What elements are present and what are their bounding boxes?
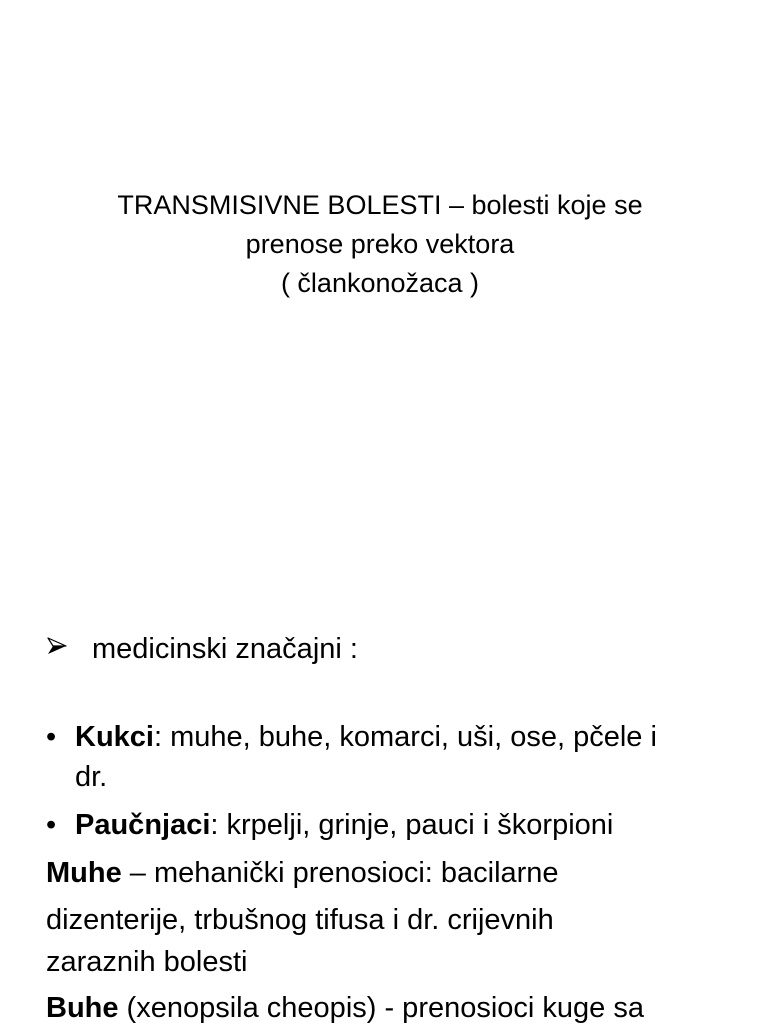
paragraph-term: Buhe (46, 992, 119, 1024)
bullet-line-continued: dr. (75, 761, 108, 793)
arrow-bullet-icon (46, 635, 68, 657)
paragraph-text: (xenopsila cheopis) - prenosioci kuge sa (118, 992, 644, 1024)
arrow-item-label: medicinski značajni : (92, 633, 358, 665)
bullet-line (75, 805, 705, 845)
title-line-1: TRANSMISIVNE BOLESTI – bolesti koje se (117, 190, 643, 220)
paragraph-text: – mehanički prenosioci: bacilarne (121, 857, 559, 889)
bullet-term: Paučnjaci (75, 809, 211, 841)
paragraph-term: Muhe (46, 857, 122, 889)
paragraph-muhe-line-3: zaraznih bolesti (46, 946, 248, 978)
paragraph-muhe-line-2: dizenterije, trbušnog tifusa i dr. crijevnih (46, 904, 554, 936)
paragraph-muhe-line-1 (46, 853, 559, 893)
bullet-term: Kukci (75, 721, 154, 753)
bullet-description: : krpelji, grinje, pauci i škorpioni (210, 809, 614, 841)
bullet-text (75, 805, 705, 845)
title-line-2: prenose preko vektora (245, 229, 515, 259)
bullet-dot: • (46, 809, 57, 841)
bullet-dot: • (46, 721, 57, 753)
title-line-3: ( člankonožaca ) (280, 268, 480, 298)
bullet-line (75, 717, 705, 757)
bullet-description: : muhe, buhe, komarci, uši, ose, pčele i (153, 721, 657, 753)
paragraph-buhe-line-1 (46, 988, 644, 1028)
bullet-text (75, 717, 705, 797)
